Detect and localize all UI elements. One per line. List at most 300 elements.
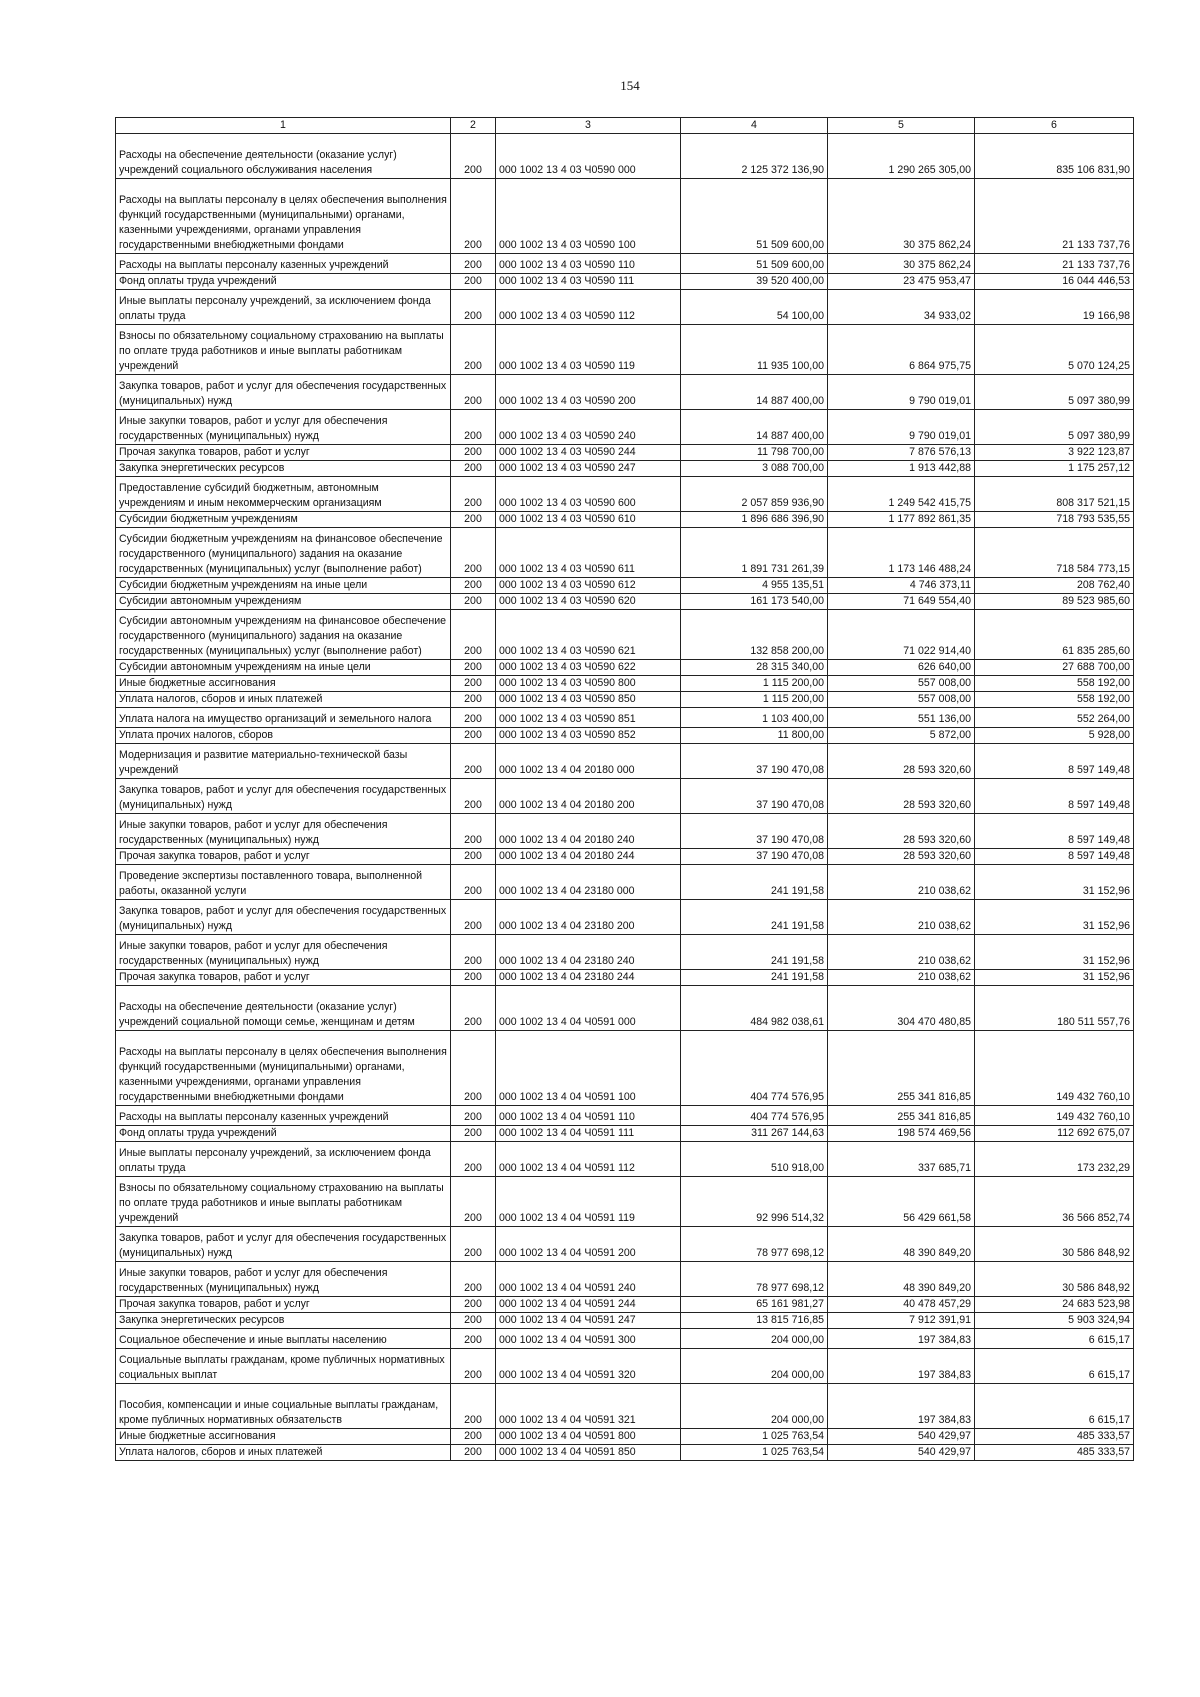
row-line-code-cell: 200 [451,1106,496,1126]
table-row [116,1262,1134,1297]
row-approved-cell: 2 125 372 136,90 [681,134,828,179]
table-row [116,578,1134,594]
table-row [116,1177,1134,1227]
row-budget-code-cell: 000 1002 13 4 04 Ч0591 800 [496,1429,681,1445]
row-line-code-cell: 200 [451,512,496,528]
table-row [116,660,1134,676]
table-row [116,1429,1134,1445]
row-budget-code-cell: 000 1002 13 4 04 Ч0591 000 [496,986,681,1031]
row-approved-cell: 510 918,00 [681,1142,828,1177]
table-row [116,814,1134,849]
row-line-code-cell: 200 [451,1177,496,1227]
row-line-code-cell: 200 [451,676,496,692]
row-approved-cell: 241 191,58 [681,935,828,970]
table-row [116,986,1134,1031]
row-approved-cell: 132 858 200,00 [681,610,828,660]
row-budget-code-cell: 000 1002 13 4 04 Ч0591 247 [496,1313,681,1329]
table-row [116,1349,1134,1384]
row-name-cell: Взносы по обязательному социальному страхованию на выплаты по оплате труда работников и иные выплаты работникам учреждений [116,325,451,375]
row-budget-code-cell: 000 1002 13 4 04 Ч0591 200 [496,1227,681,1262]
table-row [116,512,1134,528]
row-line-code-cell: 200 [451,970,496,986]
table-row [116,779,1134,814]
row-executed-cell: 28 593 320,60 [828,849,975,865]
row-name-cell: Прочая закупка товаров, работ и услуг [116,445,451,461]
row-approved-cell: 11 935 100,00 [681,325,828,375]
row-line-code-cell: 200 [451,1126,496,1142]
row-executed-cell: 48 390 849,20 [828,1262,975,1297]
row-name-cell: Социальное обеспечение и иные выплаты населению [116,1329,451,1349]
row-executed-cell: 7 876 576,13 [828,445,975,461]
row-executed-cell: 210 038,62 [828,970,975,986]
row-executed-cell: 1 173 146 488,24 [828,528,975,578]
row-executed-cell: 255 341 816,85 [828,1106,975,1126]
row-name-cell: Уплата налога на имущество организаций и земельного налога [116,708,451,728]
row-executed-cell: 198 574 469,56 [828,1126,975,1142]
row-budget-code-cell: 000 1002 13 4 04 Ч0591 100 [496,1031,681,1106]
row-unexecuted-cell: 5 903 324,94 [975,1313,1134,1329]
row-approved-cell: 65 161 981,27 [681,1297,828,1313]
table-row [116,445,1134,461]
table-row [116,325,1134,375]
row-budget-code-cell: 000 1002 13 4 03 Ч0590 622 [496,660,681,676]
row-budget-code-cell: 000 1002 13 4 03 Ч0590 611 [496,528,681,578]
row-unexecuted-cell: 485 333,57 [975,1429,1134,1445]
row-line-code-cell: 200 [451,290,496,325]
row-line-code-cell: 200 [451,900,496,935]
row-executed-cell: 210 038,62 [828,900,975,935]
row-executed-cell: 7 912 391,91 [828,1313,975,1329]
row-executed-cell: 71 022 914,40 [828,610,975,660]
row-executed-cell: 23 475 953,47 [828,274,975,290]
row-approved-cell: 404 774 576,95 [681,1106,828,1126]
row-line-code-cell: 200 [451,814,496,849]
row-approved-cell: 1 025 763,54 [681,1429,828,1445]
row-budget-code-cell: 000 1002 13 4 04 20180 000 [496,744,681,779]
row-name-cell: Иные закупки товаров, работ и услуг для обеспечения государственных (муниципальных) нужд [116,410,451,445]
row-line-code-cell: 200 [451,1142,496,1177]
table-row [116,865,1134,900]
table-row [116,1106,1134,1126]
row-executed-cell: 540 429,97 [828,1445,975,1461]
row-approved-cell: 484 982 038,61 [681,986,828,1031]
row-name-cell: Закупка товаров, работ и услуг для обеспечения государственных (муниципальных) нужд [116,900,451,935]
table-row [116,134,1134,179]
row-name-cell: Субсидии автономным учреждениям на иные цели [116,660,451,676]
row-executed-cell: 304 470 480,85 [828,986,975,1031]
row-unexecuted-cell: 8 597 149,48 [975,849,1134,865]
row-budget-code-cell: 000 1002 13 4 03 Ч0590 612 [496,578,681,594]
row-budget-code-cell: 000 1002 13 4 03 Ч0590 119 [496,325,681,375]
row-budget-code-cell: 000 1002 13 4 03 Ч0590 800 [496,676,681,692]
row-line-code-cell: 200 [451,445,496,461]
table-row [116,254,1134,274]
row-executed-cell: 5 872,00 [828,728,975,744]
table-row [116,477,1134,512]
row-approved-cell: 13 815 716,85 [681,1313,828,1329]
row-executed-cell: 40 478 457,29 [828,1297,975,1313]
row-executed-cell: 56 429 661,58 [828,1177,975,1227]
table-row [116,1313,1134,1329]
row-budget-code-cell: 000 1002 13 4 03 Ч0590 244 [496,445,681,461]
table-row [116,935,1134,970]
row-line-code-cell: 200 [451,594,496,610]
row-name-cell: Расходы на выплаты персоналу казенных учреждений [116,254,451,274]
row-unexecuted-cell: 31 152,96 [975,970,1134,986]
row-executed-cell: 28 593 320,60 [828,814,975,849]
row-approved-cell: 11 798 700,00 [681,445,828,461]
row-budget-code-cell: 000 1002 13 4 04 Ч0591 240 [496,1262,681,1297]
row-budget-code-cell: 000 1002 13 4 04 Ч0591 111 [496,1126,681,1142]
row-line-code-cell: 200 [451,744,496,779]
row-unexecuted-cell: 27 688 700,00 [975,660,1134,676]
row-approved-cell: 39 520 400,00 [681,274,828,290]
row-approved-cell: 14 887 400,00 [681,375,828,410]
table-row [116,1445,1134,1461]
row-unexecuted-cell: 30 586 848,92 [975,1227,1134,1262]
row-unexecuted-cell: 31 152,96 [975,935,1134,970]
row-executed-cell: 9 790 019,01 [828,375,975,410]
row-unexecuted-cell: 19 166,98 [975,290,1134,325]
table-header-row [116,118,1134,134]
row-approved-cell: 311 267 144,63 [681,1126,828,1142]
row-unexecuted-cell: 180 511 557,76 [975,986,1134,1031]
row-line-code-cell: 200 [451,692,496,708]
row-unexecuted-cell: 21 133 737,76 [975,179,1134,254]
column-header-3: 3 [496,118,681,134]
table-row [116,594,1134,610]
column-header-6: 6 [975,118,1134,134]
row-line-code-cell: 200 [451,578,496,594]
row-approved-cell: 241 191,58 [681,970,828,986]
row-name-cell: Иные выплаты персоналу учреждений, за исключением фонда оплаты труда [116,290,451,325]
row-approved-cell: 2 057 859 936,90 [681,477,828,512]
row-unexecuted-cell: 24 683 523,98 [975,1297,1134,1313]
row-unexecuted-cell: 6 615,17 [975,1384,1134,1429]
row-unexecuted-cell: 149 432 760,10 [975,1106,1134,1126]
row-unexecuted-cell: 30 586 848,92 [975,1262,1134,1297]
row-budget-code-cell: 000 1002 13 4 04 Ч0591 321 [496,1384,681,1429]
row-name-cell: Иные закупки товаров, работ и услуг для обеспечения государственных (муниципальных) нужд [116,935,451,970]
row-budget-code-cell: 000 1002 13 4 04 20180 240 [496,814,681,849]
table-row [116,676,1134,692]
row-line-code-cell: 200 [451,477,496,512]
row-budget-code-cell: 000 1002 13 4 03 Ч0590 000 [496,134,681,179]
row-name-cell: Иные бюджетные ассигнования [116,1429,451,1445]
row-approved-cell: 51 509 600,00 [681,179,828,254]
row-unexecuted-cell: 21 133 737,76 [975,254,1134,274]
row-line-code-cell: 200 [451,375,496,410]
row-unexecuted-cell: 8 597 149,48 [975,744,1134,779]
table-row [116,1329,1134,1349]
row-budget-code-cell: 000 1002 13 4 04 Ч0591 112 [496,1142,681,1177]
table-row [116,1297,1134,1313]
row-executed-cell: 30 375 862,24 [828,179,975,254]
row-name-cell: Закупка товаров, работ и услуг для обеспечения государственных (муниципальных) нужд [116,779,451,814]
row-name-cell: Фонд оплаты труда учреждений [116,1126,451,1142]
row-budget-code-cell: 000 1002 13 4 04 23180 000 [496,865,681,900]
row-line-code-cell: 200 [451,1349,496,1384]
row-budget-code-cell: 000 1002 13 4 03 Ч0590 247 [496,461,681,477]
row-budget-code-cell: 000 1002 13 4 03 Ч0590 100 [496,179,681,254]
table-row [116,375,1134,410]
row-name-cell: Закупка товаров, работ и услуг для обеспечения государственных (муниципальных) нужд [116,375,451,410]
row-name-cell: Расходы на обеспечение деятельности (оказание услуг) учреждений социального обслуживания населения [116,134,451,179]
row-executed-cell: 557 008,00 [828,692,975,708]
row-executed-cell: 48 390 849,20 [828,1227,975,1262]
row-executed-cell: 255 341 816,85 [828,1031,975,1106]
row-budget-code-cell: 000 1002 13 4 03 Ч0590 111 [496,274,681,290]
row-approved-cell: 3 088 700,00 [681,461,828,477]
table-row [116,1227,1134,1262]
row-line-code-cell: 200 [451,728,496,744]
row-executed-cell: 197 384,83 [828,1384,975,1429]
row-unexecuted-cell: 31 152,96 [975,900,1134,935]
row-approved-cell: 204 000,00 [681,1349,828,1384]
row-approved-cell: 78 977 698,12 [681,1227,828,1262]
row-name-cell: Закупка энергетических ресурсов [116,461,451,477]
table-row [116,290,1134,325]
row-name-cell: Иные бюджетные ассигнования [116,676,451,692]
row-approved-cell: 37 190 470,08 [681,744,828,779]
row-budget-code-cell: 000 1002 13 4 04 Ч0591 320 [496,1349,681,1384]
row-name-cell: Иные закупки товаров, работ и услуг для обеспечения государственных (муниципальных) нужд [116,1262,451,1297]
row-approved-cell: 1 891 731 261,39 [681,528,828,578]
row-approved-cell: 11 800,00 [681,728,828,744]
table-row [116,410,1134,445]
table-row [116,528,1134,578]
row-unexecuted-cell: 8 597 149,48 [975,814,1134,849]
row-unexecuted-cell: 149 432 760,10 [975,1031,1134,1106]
row-name-cell: Расходы на выплаты персоналу в целях обеспечения выполнения функций государственными (муниципальными) органами, казенными учреждениями, органами управления государственными внебюджетными фондами [116,1031,451,1106]
table-row [116,744,1134,779]
row-executed-cell: 71 649 554,40 [828,594,975,610]
row-budget-code-cell: 000 1002 13 4 03 Ч0590 240 [496,410,681,445]
row-unexecuted-cell: 5 097 380,99 [975,375,1134,410]
row-budget-code-cell: 000 1002 13 4 04 23180 200 [496,900,681,935]
table-row [116,849,1134,865]
row-name-cell: Пособия, компенсации и иные социальные выплаты гражданам, кроме публичных нормативных обязательств [116,1384,451,1429]
row-unexecuted-cell: 8 597 149,48 [975,779,1134,814]
row-name-cell: Уплата прочих налогов, сборов [116,728,451,744]
row-line-code-cell: 200 [451,461,496,477]
row-name-cell: Закупка товаров, работ и услуг для обеспечения государственных (муниципальных) нужд [116,1227,451,1262]
row-unexecuted-cell: 61 835 285,60 [975,610,1134,660]
table-row [116,274,1134,290]
row-budget-code-cell: 000 1002 13 4 04 Ч0591 244 [496,1297,681,1313]
table-row [116,1142,1134,1177]
row-executed-cell: 337 685,71 [828,1142,975,1177]
row-line-code-cell: 200 [451,1313,496,1329]
row-unexecuted-cell: 208 762,40 [975,578,1134,594]
row-executed-cell: 1 249 542 415,75 [828,477,975,512]
row-name-cell: Расходы на выплаты персоналу казенных учреждений [116,1106,451,1126]
row-unexecuted-cell: 3 922 123,87 [975,445,1134,461]
row-budget-code-cell: 000 1002 13 4 03 Ч0590 600 [496,477,681,512]
row-name-cell: Прочая закупка товаров, работ и услуг [116,1297,451,1313]
row-unexecuted-cell: 89 523 985,60 [975,594,1134,610]
table-row [116,900,1134,935]
row-unexecuted-cell: 5 928,00 [975,728,1134,744]
budget-execution-table [115,117,1134,1461]
row-name-cell: Прочая закупка товаров, работ и услуг [116,849,451,865]
row-unexecuted-cell: 5 070 124,25 [975,325,1134,375]
row-line-code-cell: 200 [451,179,496,254]
row-name-cell: Субсидии бюджетным учреждениям [116,512,451,528]
row-budget-code-cell: 000 1002 13 4 04 Ч0591 110 [496,1106,681,1126]
row-unexecuted-cell: 835 106 831,90 [975,134,1134,179]
row-executed-cell: 626 640,00 [828,660,975,676]
row-line-code-cell: 200 [451,1297,496,1313]
row-line-code-cell: 200 [451,1262,496,1297]
page-number: 154 [620,78,640,93]
row-unexecuted-cell: 173 232,29 [975,1142,1134,1177]
row-name-cell: Субсидии автономным учреждениям на финансовое обеспечение государственного (муниципального) задания на оказание государственных (муниципальных) услуг (выполнение работ) [116,610,451,660]
row-executed-cell: 1 913 442,88 [828,461,975,477]
row-name-cell: Взносы по обязательному социальному страхованию на выплаты по оплате труда работников и иные выплаты работникам учреждений [116,1177,451,1227]
row-budget-code-cell: 000 1002 13 4 04 Ч0591 850 [496,1445,681,1461]
row-executed-cell: 4 746 373,11 [828,578,975,594]
row-unexecuted-cell: 558 192,00 [975,676,1134,692]
table-row [116,692,1134,708]
row-unexecuted-cell: 31 152,96 [975,865,1134,900]
row-unexecuted-cell: 718 584 773,15 [975,528,1134,578]
row-budget-code-cell: 000 1002 13 4 03 Ч0590 200 [496,375,681,410]
row-approved-cell: 51 509 600,00 [681,254,828,274]
row-budget-code-cell: 000 1002 13 4 04 Ч0591 300 [496,1329,681,1349]
row-name-cell: Закупка энергетических ресурсов [116,1313,451,1329]
row-budget-code-cell: 000 1002 13 4 03 Ч0590 610 [496,512,681,528]
row-line-code-cell: 200 [451,935,496,970]
row-name-cell: Иные закупки товаров, работ и услуг для обеспечения государственных (муниципальных) нужд [116,814,451,849]
row-approved-cell: 204 000,00 [681,1329,828,1349]
row-executed-cell: 6 864 975,75 [828,325,975,375]
column-header-5: 5 [828,118,975,134]
row-executed-cell: 557 008,00 [828,676,975,692]
row-line-code-cell: 200 [451,410,496,445]
row-name-cell: Иные выплаты персоналу учреждений, за исключением фонда оплаты труда [116,1142,451,1177]
row-executed-cell: 197 384,83 [828,1349,975,1384]
table-row [116,179,1134,254]
row-line-code-cell: 200 [451,1227,496,1262]
row-approved-cell: 1 896 686 396,90 [681,512,828,528]
row-budget-code-cell: 000 1002 13 4 03 Ч0590 112 [496,290,681,325]
row-unexecuted-cell: 718 793 535,55 [975,512,1134,528]
column-header-4: 4 [681,118,828,134]
row-name-cell: Прочая закупка товаров, работ и услуг [116,970,451,986]
row-executed-cell: 1 290 265 305,00 [828,134,975,179]
table-row [116,1031,1134,1106]
row-line-code-cell: 200 [451,986,496,1031]
row-executed-cell: 551 136,00 [828,708,975,728]
row-unexecuted-cell: 552 264,00 [975,708,1134,728]
row-budget-code-cell: 000 1002 13 4 03 Ч0590 110 [496,254,681,274]
row-approved-cell: 37 190 470,08 [681,849,828,865]
table-row [116,610,1134,660]
row-line-code-cell: 200 [451,660,496,676]
row-unexecuted-cell: 36 566 852,74 [975,1177,1134,1227]
row-executed-cell: 210 038,62 [828,935,975,970]
row-approved-cell: 4 955 135,51 [681,578,828,594]
row-line-code-cell: 200 [451,849,496,865]
table-row [116,728,1134,744]
row-executed-cell: 9 790 019,01 [828,410,975,445]
row-name-cell: Социальные выплаты гражданам, кроме публичных нормативных социальных выплат [116,1349,451,1384]
row-unexecuted-cell: 485 333,57 [975,1445,1134,1461]
row-unexecuted-cell: 558 192,00 [975,692,1134,708]
column-header-2: 2 [451,118,496,134]
row-line-code-cell: 200 [451,1429,496,1445]
row-executed-cell: 197 384,83 [828,1329,975,1349]
row-approved-cell: 1 115 200,00 [681,676,828,692]
row-name-cell: Модернизация и развитие материально-технической базы учреждений [116,744,451,779]
table-row [116,970,1134,986]
row-approved-cell: 241 191,58 [681,865,828,900]
row-approved-cell: 241 191,58 [681,900,828,935]
row-name-cell: Уплата налогов, сборов и иных платежей [116,692,451,708]
row-approved-cell: 54 100,00 [681,290,828,325]
row-line-code-cell: 200 [451,528,496,578]
row-name-cell: Фонд оплаты труда учреждений [116,274,451,290]
table-row [116,1384,1134,1429]
row-unexecuted-cell: 6 615,17 [975,1329,1134,1349]
row-executed-cell: 30 375 862,24 [828,254,975,274]
row-line-code-cell: 200 [451,1031,496,1106]
row-budget-code-cell: 000 1002 13 4 04 20180 244 [496,849,681,865]
row-budget-code-cell: 000 1002 13 4 04 20180 200 [496,779,681,814]
row-unexecuted-cell: 16 044 446,53 [975,274,1134,290]
row-approved-cell: 1 025 763,54 [681,1445,828,1461]
row-executed-cell: 34 933,02 [828,290,975,325]
row-budget-code-cell: 000 1002 13 4 04 23180 244 [496,970,681,986]
row-executed-cell: 540 429,97 [828,1429,975,1445]
row-approved-cell: 78 977 698,12 [681,1262,828,1297]
row-approved-cell: 28 315 340,00 [681,660,828,676]
row-executed-cell: 28 593 320,60 [828,744,975,779]
row-line-code-cell: 200 [451,779,496,814]
row-line-code-cell: 200 [451,1329,496,1349]
row-line-code-cell: 200 [451,325,496,375]
row-name-cell: Субсидии автономным учреждениям [116,594,451,610]
row-name-cell: Предоставление субсидий бюджетным, автономным учреждениям и иным некоммерческим организациям [116,477,451,512]
row-executed-cell: 210 038,62 [828,865,975,900]
row-budget-code-cell: 000 1002 13 4 04 23180 240 [496,935,681,970]
row-name-cell: Уплата налогов, сборов и иных платежей [116,1445,451,1461]
table-row [116,461,1134,477]
row-name-cell: Расходы на обеспечение деятельности (оказание услуг) учреждений социальной помощи семье, женщинам и детям [116,986,451,1031]
row-line-code-cell: 200 [451,254,496,274]
row-budget-code-cell: 000 1002 13 4 03 Ч0590 850 [496,692,681,708]
row-approved-cell: 92 996 514,32 [681,1177,828,1227]
row-approved-cell: 37 190 470,08 [681,779,828,814]
row-approved-cell: 161 173 540,00 [681,594,828,610]
row-approved-cell: 404 774 576,95 [681,1031,828,1106]
row-budget-code-cell: 000 1002 13 4 03 Ч0590 620 [496,594,681,610]
table-row [116,1126,1134,1142]
row-unexecuted-cell: 5 097 380,99 [975,410,1134,445]
row-name-cell: Расходы на выплаты персоналу в целях обеспечения выполнения функций государственными (муниципальными) органами, казенными учреждениями, органами управления государственными внебюджетными фондами [116,179,451,254]
row-unexecuted-cell: 6 615,17 [975,1349,1134,1384]
table-row [116,708,1134,728]
row-name-cell: Проведение экспертизы поставленного товара, выполненной работы, оказанной услуги [116,865,451,900]
row-line-code-cell: 200 [451,708,496,728]
row-approved-cell: 204 000,00 [681,1384,828,1429]
row-line-code-cell: 200 [451,1384,496,1429]
row-executed-cell: 28 593 320,60 [828,779,975,814]
row-unexecuted-cell: 1 175 257,12 [975,461,1134,477]
row-unexecuted-cell: 112 692 675,07 [975,1126,1134,1142]
row-budget-code-cell: 000 1002 13 4 04 Ч0591 119 [496,1177,681,1227]
